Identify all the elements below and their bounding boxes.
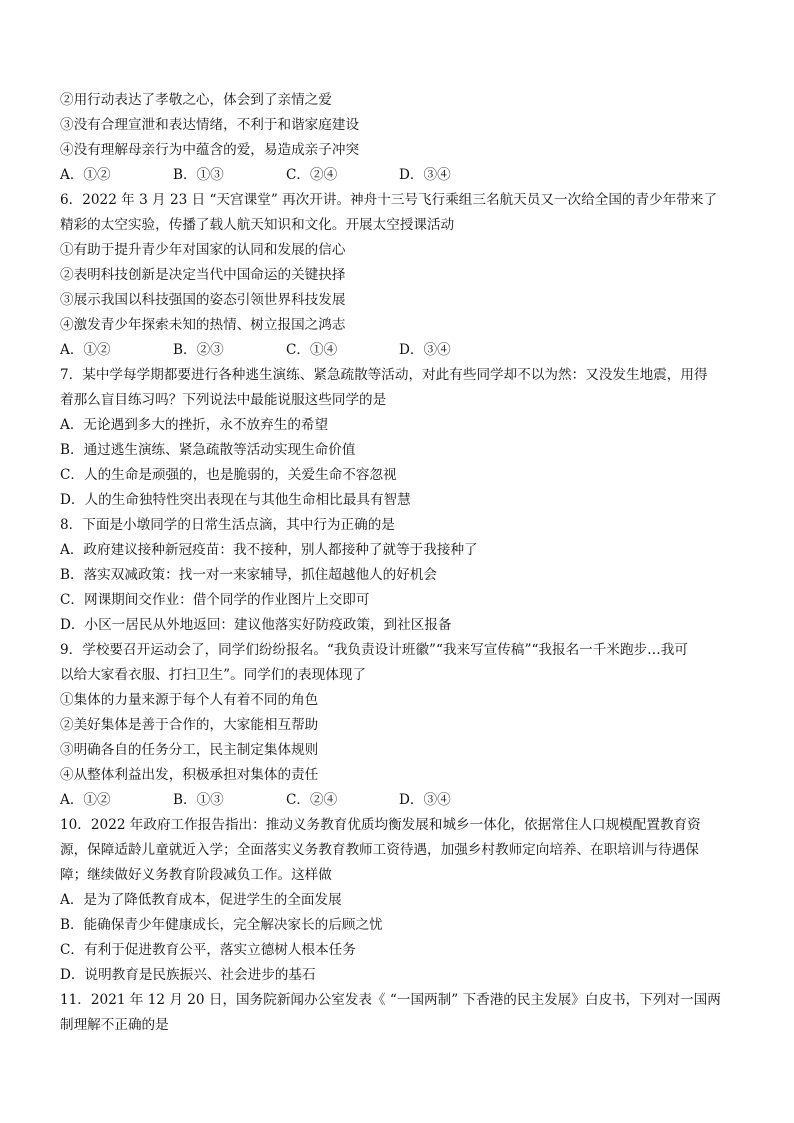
text-line: D．说明教育是民族振兴、社会进步的基石 (60, 967, 316, 983)
question-content (60, 88, 740, 1038)
answer-option: C．②④ (286, 792, 338, 808)
answer-option: C．①④ (286, 342, 338, 358)
answer-option: D．③④ (399, 167, 451, 183)
text-line: ④激发青少年探索未知的热情、树立报国之鸿志 (60, 317, 346, 333)
answer-option: A．①② (60, 792, 111, 808)
answer-option: B．①③ (173, 167, 224, 183)
text-line: 障；继续做好义务教育阶段减负工作。这样做 (60, 867, 332, 883)
text-line: ④从整体利益出发，积极承担对集体的责任 (60, 767, 319, 783)
answer-option: D．③④ (399, 792, 451, 808)
text-line: ②表明科技创新是决定当代中国命运的关键抉择 (60, 267, 346, 283)
text-line: ①有助于提升青少年对国家的认同和发展的信心 (60, 242, 346, 258)
answer-option: C．②④ (286, 167, 338, 183)
text-line: B．能确保青少年健康成长，完全解决家长的后顾之忧 (60, 917, 383, 933)
text-line: 8．下面是小墩同学的日常生活点滴，其中行为正确的是 (60, 517, 395, 533)
text-line: A．是为了降低教育成本，促进学生的全面发展 (60, 892, 342, 908)
text-line: D．小区一居民从外地返回：建议他落实好防疫政策，到社区报备 (60, 617, 452, 633)
text-line: ②美好集体是善于合作的，大家能相互帮助 (60, 717, 319, 733)
text-line: 7．某中学每学期都要进行各种逃生演练、紧急疏散等活动，对此有些同学却不以为然：又没发生地震，用得 (60, 367, 708, 383)
text-line: A．政府建议接种新冠疫苗：我不接种，别人都接种了就等于我接种了 (60, 542, 478, 558)
text-line: B．通过逃生演练、紧急疏散等活动实现生命价值 (60, 442, 356, 458)
answer-option: D．③④ (399, 342, 451, 358)
text-line: C．人的生命是顽强的，也是脆弱的，关爱生命不容忽视 (60, 467, 397, 483)
text-line: 精彩的太空实验，传播了载人航天知识和文化。开展太空授课活动 (60, 217, 455, 233)
text-line: ②用行动表达了孝敬之心，体会到了亲情之爱 (60, 92, 332, 108)
answer-option: B．①③ (173, 792, 224, 808)
answer-option: B．②③ (173, 342, 224, 358)
text-line: 6．2022 年 3 月 23 日 “天宫课堂” 再次开讲。神舟十三号飞行乘组三名航天员又一次给全国的青少年带来了 (60, 192, 718, 208)
answer-choices (60, 163, 740, 188)
answer-choices (60, 338, 740, 363)
text-line: ③展示我国以科技强国的姿态引领世界科技发展 (60, 292, 346, 308)
text-line: 以给大家看衣服、打扫卫生”。同学们的表现体现了 (60, 667, 367, 683)
text-line: 10．2022 年政府工作报告指出：推动义务教育优质均衡发展和城乡一体化，依据常住人口规模配置教育资 (60, 817, 701, 833)
text-line: 9．学校要召开运动会了，同学们纷纷报名。“我负责设计班徽”“我来写宣传稿”“我报名一千米跑步…我可 (60, 642, 688, 658)
text-line: C．网课期间交作业：借个同学的作业图片上交即可 (60, 592, 370, 608)
text-line: 源，保障适龄儿童就近入学；全面落实义务教育教师工资待遇，加强乡村教师定向培养、在职培训与待遇保 (60, 842, 699, 858)
text-line: B．落实双减政策：找一对一来家辅导，抓住超越他人的好机会 (60, 567, 438, 583)
text-line: ④没有理解母亲行为中蕴含的爱，易造成亲子冲突 (60, 142, 360, 158)
text-line: C．有利于促进教育公平，落实立德树人根本任务 (60, 942, 356, 958)
text-line: ①集体的力量来源于每个人有着不同的角色 (60, 692, 319, 708)
answer-option: A．①② (60, 167, 111, 183)
text-line: 制理解不正确的是 (60, 1017, 169, 1033)
text-line: 着那么盲目练习吗？下列说法中最能说服这些同学的是 (60, 392, 387, 408)
answer-choices (60, 788, 740, 813)
text-line: ③明确各自的任务分工，民主制定集体规则 (60, 742, 319, 758)
text-line: 11．2021 年 12 月 20 日，国务院新闻办公室发表《 “一国两制” 下香港的民主发展》白皮书，下列对一国两 (60, 992, 721, 1008)
text-line: A．无论遇到多大的挫折，永不放弃生的希望 (60, 417, 329, 433)
text-line: ③没有合理宣泄和表达情绪，不利于和谐家庭建设 (60, 117, 360, 133)
answer-option: A．①② (60, 342, 111, 358)
text-line: D．人的生命独特性突出表现在与其他生命相比最具有智慧 (60, 492, 411, 508)
